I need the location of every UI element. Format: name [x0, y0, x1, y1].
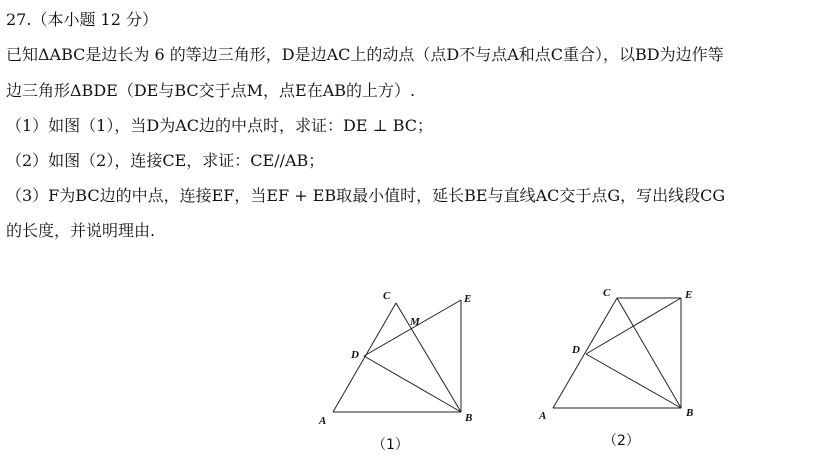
- label-A: A: [319, 415, 327, 427]
- label-B: B: [686, 407, 694, 419]
- segment-AC: [553, 298, 617, 408]
- label-C: C: [603, 287, 611, 299]
- question-1: （1）如图（1），当D为AC边的中点时，求证：DE ⊥ BC；: [6, 116, 434, 135]
- figure-2-caption: （2）: [603, 433, 640, 449]
- segment-AC: [333, 303, 396, 412]
- segment-BC: [396, 303, 461, 412]
- figure-1-caption: （1）: [372, 437, 409, 453]
- label-B: B: [465, 412, 473, 424]
- segment-DE: [364, 300, 461, 356]
- question-3: （3）F为BC边的中点，连接EF，当EF + EB取最小值时，延长BE与直线AC交于点G，写出线段CG: [6, 186, 726, 205]
- label-C: C: [383, 290, 391, 302]
- label-A: A: [539, 410, 547, 422]
- segment-BD: [586, 354, 681, 408]
- question-2: （2）如图（2），连接CE，求证：CE//AB；: [6, 151, 325, 170]
- label-M: M: [410, 316, 420, 328]
- segment-BC: [617, 298, 681, 408]
- label-D: D: [351, 349, 359, 361]
- figure-1-diagram: [310, 285, 480, 430]
- figure-2-diagram: [535, 280, 705, 425]
- problem-statement-line-2: 边三角形ΔBDE（DE与BC交于点M，点E在AB的上方）.: [6, 81, 416, 100]
- question-3-continued: 的长度，并说明理由.: [6, 221, 156, 240]
- label-E: E: [685, 289, 693, 301]
- problem-statement-line-1: 已知ΔABC是边长为 6 的等边三角形，D是边AC上的动点（点D不与点A和点C重合），以BD为边作等: [6, 45, 724, 64]
- label-E: E: [464, 293, 472, 305]
- label-D: D: [572, 344, 580, 356]
- problem-header: 27.（本小题 12 分）: [6, 10, 158, 29]
- segment-BD: [364, 356, 461, 412]
